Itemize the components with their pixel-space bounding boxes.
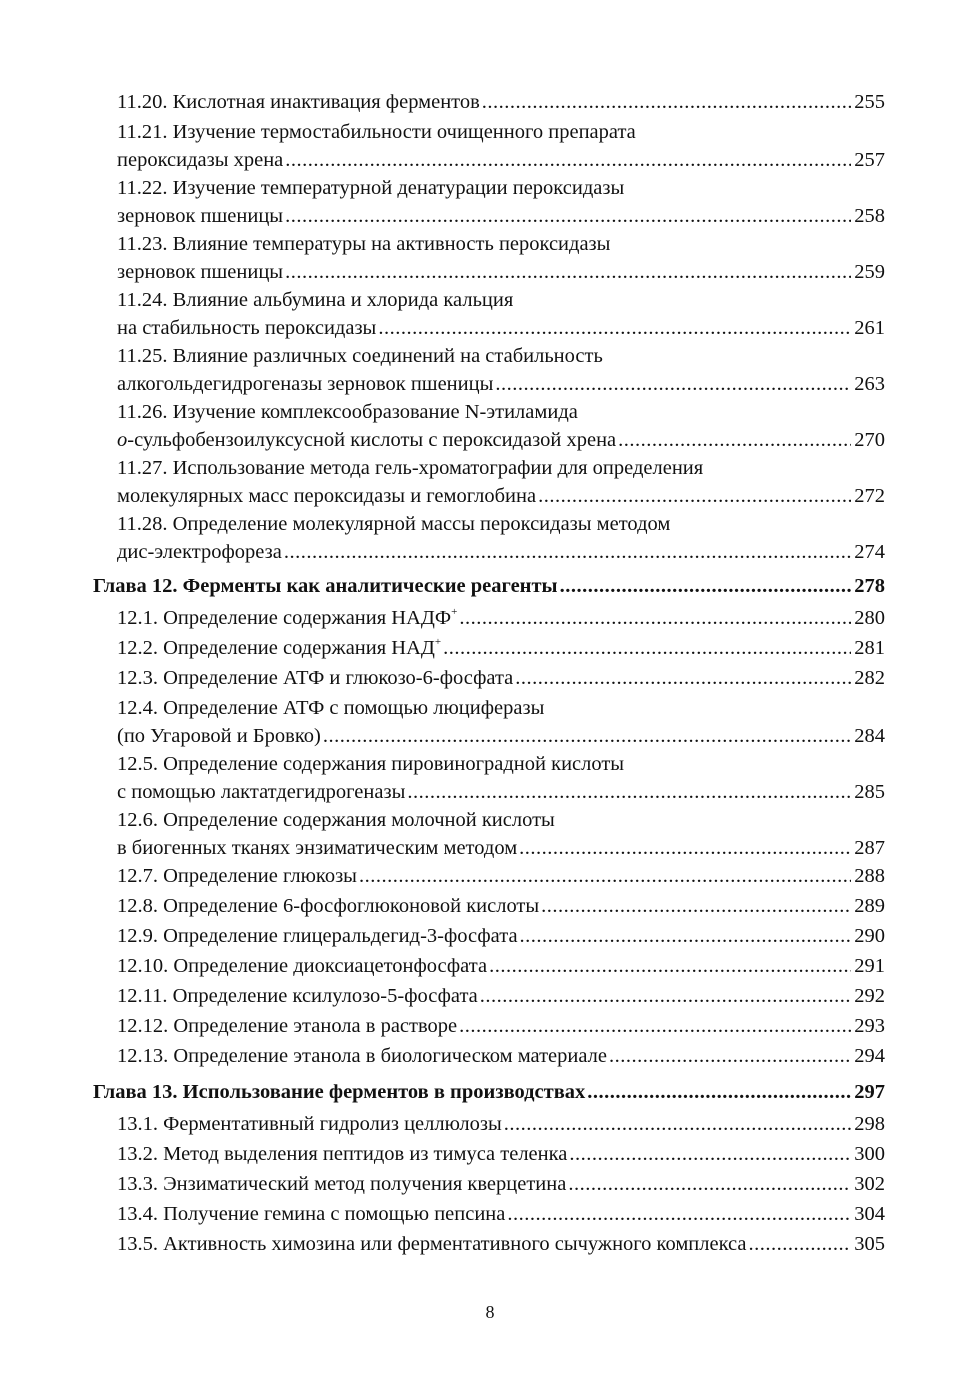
toc-page-number: 282	[854, 667, 885, 689]
toc-section-entry[interactable]	[117, 634, 885, 664]
toc-entry-title: зерновок пшеницы	[117, 205, 284, 227]
dot-leader	[520, 922, 852, 950]
page-number: 8	[485, 1302, 495, 1322]
toc-section-entry[interactable]	[117, 922, 885, 952]
toc-entry-title-line1: 11.23. Влияние температуры на активность пероксидазы	[117, 233, 611, 255]
toc-entry-title-line1: 12.5. Определение содержания пировиноградной кислоты	[117, 753, 625, 775]
toc-section-entry[interactable]	[117, 510, 885, 566]
toc-page-number: 305	[854, 1233, 885, 1255]
toc-page-number: 280	[854, 607, 885, 629]
toc-entry-title: 12.9. Определение глицеральдегид-3-фосфата	[117, 925, 518, 947]
toc-section-entry[interactable]	[117, 1170, 885, 1200]
toc-entry-title: Глава 13. Использование ферментов в производствах	[93, 1081, 586, 1103]
toc-page-number: 258	[854, 205, 885, 227]
toc-entry-line	[117, 482, 885, 510]
dot-leader	[560, 572, 852, 600]
toc-page-number: 281	[854, 637, 885, 659]
toc-entry-line	[117, 370, 885, 398]
toc-entry-title: в биогенных тканях энзиматическим методом	[117, 837, 518, 859]
toc-entry-title-line1: 11.26. Изучение комплексообразование N-этиламида	[117, 401, 578, 423]
toc-entry-title-line1: 11.28. Определение молекулярной массы пероксидазы методом	[117, 513, 671, 535]
toc-entry-title: 13.5. Активность химозина или ферментативного сычужного комплекса	[117, 1233, 747, 1255]
toc-entry-line	[117, 1200, 885, 1228]
toc-entry-line	[117, 778, 885, 806]
toc-entry-line	[117, 982, 885, 1010]
dot-leader	[749, 1230, 852, 1258]
toc-entry-line	[93, 572, 885, 600]
dot-leader	[538, 482, 851, 510]
toc-section-entry[interactable]	[117, 806, 885, 862]
toc-page-number: 291	[854, 955, 885, 977]
toc-section-entry[interactable]	[117, 342, 885, 398]
toc-entry-title: 12.12. Определение этанола в растворе	[117, 1015, 458, 1037]
table-of-contents	[0, 88, 980, 1260]
toc-page-number: 304	[854, 1203, 885, 1225]
toc-entry-title-line1: 11.24. Влияние альбумина и хлорида кальция	[117, 289, 514, 311]
toc-entry-line	[117, 88, 885, 116]
toc-page-number: 272	[854, 485, 885, 507]
toc-entry-title: 12.1. Определение содержания НАДФ+	[117, 606, 458, 629]
dot-leader	[489, 952, 851, 980]
toc-page-number: 274	[854, 541, 885, 563]
dot-leader	[285, 202, 851, 230]
toc-entry-title: 12.8. Определение 6-фосфоглюконовой кислоты	[117, 895, 540, 917]
toc-section-entry[interactable]	[117, 604, 885, 634]
toc-entry-line	[117, 1012, 885, 1040]
dot-leader	[323, 722, 851, 750]
toc-page-number: 259	[854, 261, 885, 283]
dot-leader	[495, 370, 851, 398]
toc-entry-line	[117, 862, 885, 890]
toc-page-number: 294	[854, 1045, 885, 1067]
dot-leader	[569, 1140, 851, 1168]
toc-entry-title: на стабильность пероксидазы	[117, 317, 377, 339]
dot-leader	[507, 1200, 851, 1228]
toc-entry-title: 12.10. Определение диоксиацетонфосфата	[117, 955, 488, 977]
toc-page-number: 263	[854, 373, 885, 395]
toc-entry-title: 11.20. Кислотная инактивация ферментов	[117, 91, 480, 113]
toc-page-number: 270	[854, 429, 885, 451]
toc-entry-line	[117, 634, 885, 662]
toc-entry-title: 12.7. Определение глюкозы	[117, 865, 357, 887]
toc-page-number: 278	[854, 575, 885, 597]
toc-entry-title-line1: 12.6. Определение содержания молочной кислоты	[117, 809, 555, 831]
dot-leader	[504, 1110, 851, 1138]
toc-entry-line	[117, 922, 885, 950]
toc-entry-line	[117, 538, 885, 566]
toc-section-entry[interactable]	[117, 664, 885, 694]
toc-section-entry[interactable]	[117, 892, 885, 922]
toc-section-entry[interactable]	[117, 952, 885, 982]
toc-entry-line	[117, 1140, 885, 1168]
toc-section-entry[interactable]	[117, 1140, 885, 1170]
toc-entry-title: 12.3. Определение АТФ и глюкозо-6-фосфата	[117, 667, 514, 689]
dot-leader	[285, 146, 851, 174]
toc-entry-title: 12.11. Определение ксилулозо-5-фосфата	[117, 985, 478, 1007]
toc-entry-title: о-сульфобензоилуксусной кислоты с пероксидазой хрена	[117, 429, 617, 451]
toc-entry-line	[117, 202, 885, 230]
dot-leader	[459, 1012, 851, 1040]
toc-entry-line	[117, 722, 885, 750]
toc-entry-title: зерновок пшеницы	[117, 261, 284, 283]
toc-entry-superscript: +	[451, 606, 458, 618]
toc-page-number: 293	[854, 1015, 885, 1037]
toc-entry-line	[93, 1078, 885, 1106]
dot-leader	[480, 982, 851, 1010]
dot-leader	[407, 778, 851, 806]
dot-leader	[482, 88, 851, 116]
dot-leader	[515, 664, 851, 692]
toc-entry-title: алкогольдегидрогеназы зерновок пшеницы	[117, 373, 494, 395]
toc-entry-superscript: +	[434, 636, 442, 648]
toc-entry-title: молекулярных масс пероксидазы и гемоглобина	[117, 485, 537, 507]
toc-entry-title-italic: о	[117, 429, 128, 451]
toc-section-entry[interactable]	[117, 1110, 885, 1140]
toc-section-entry[interactable]	[117, 750, 885, 806]
toc-entry-title-line1: 11.27. Использование метода гель-хроматографии для определения	[117, 457, 704, 479]
dot-leader	[568, 1170, 851, 1198]
toc-entry-line	[117, 892, 885, 920]
toc-entry-title: Глава 12. Ферменты как аналитические реагенты	[93, 575, 558, 597]
toc-page-number: 284	[854, 725, 885, 747]
toc-entry-title: пероксидазы хрена	[117, 149, 284, 171]
toc-entry-line	[117, 664, 885, 692]
toc-entry-title-line1: 11.22. Изучение температурной денатурации пероксидазы	[117, 177, 625, 199]
toc-entry-line	[117, 1170, 885, 1198]
toc-entry-title: 12.13. Определение этанола в биологическом материале	[117, 1045, 607, 1067]
toc-entry-line	[117, 146, 885, 174]
dot-leader	[618, 426, 851, 454]
dot-leader	[459, 604, 851, 632]
toc-section-entry[interactable]	[117, 230, 885, 286]
toc-page-number: 257	[854, 149, 885, 171]
toc-entry-line	[117, 314, 885, 342]
toc-section-entry[interactable]	[117, 862, 885, 892]
toc-entry-line	[117, 1110, 885, 1138]
toc-page-number: 261	[854, 317, 885, 339]
toc-entry-title: 12.2. Определение содержания НАД+	[117, 636, 442, 659]
toc-page-number: 289	[854, 895, 885, 917]
toc-section-entry[interactable]	[117, 1012, 885, 1042]
dot-leader	[285, 258, 851, 286]
toc-page-number: 287	[854, 837, 885, 859]
toc-page-number: 298	[854, 1113, 885, 1135]
toc-section-entry[interactable]	[117, 118, 885, 174]
dot-leader	[519, 834, 851, 862]
toc-entry-title: 13.4. Получение гемина с помощью пепсина	[117, 1203, 506, 1225]
toc-section-entry[interactable]	[117, 286, 885, 342]
toc-entry-title: дис-электрофореза	[117, 541, 282, 563]
toc-entry-title-line1: 11.21. Изучение термостабильности очищенного препарата	[117, 121, 636, 143]
toc-page-number: 288	[854, 865, 885, 887]
toc-page-number: 302	[854, 1173, 885, 1195]
toc-entry-line	[117, 834, 885, 862]
dot-leader	[587, 1078, 851, 1106]
toc-chapter-entry[interactable]	[93, 1078, 885, 1106]
toc-entry-title: 13.2. Метод выделения пептидов из тимуса теленка	[117, 1143, 568, 1165]
toc-section-entry[interactable]	[117, 694, 885, 750]
toc-entry-line	[117, 1042, 885, 1070]
toc-section-entry[interactable]	[117, 398, 885, 454]
toc-entry-line	[117, 604, 885, 632]
dot-leader	[359, 862, 851, 890]
dot-leader	[609, 1042, 851, 1070]
dot-leader	[541, 892, 851, 920]
toc-page-number: 292	[854, 985, 885, 1007]
toc-entry-title: 13.3. Энзиматический метод получения кверцетина	[117, 1173, 567, 1195]
toc-section-entry[interactable]	[117, 1042, 885, 1072]
toc-page-number: 255	[854, 91, 885, 113]
dot-leader	[443, 634, 851, 662]
toc-page-number: 285	[854, 781, 885, 803]
toc-entry-title: 13.1. Ферментативный гидролиз целлюлозы	[117, 1113, 502, 1135]
toc-entry-title-line1: 11.25. Влияние различных соединений на стабильность	[117, 345, 603, 367]
toc-page-number: 300	[854, 1143, 885, 1165]
toc-entry-title: с помощью лактатдегидрогеназы	[117, 781, 406, 803]
toc-section-entry[interactable]	[117, 174, 885, 230]
toc-section-entry[interactable]	[117, 454, 885, 510]
toc-entry-title-line1: 12.4. Определение АТФ с помощью люциферазы	[117, 697, 545, 719]
toc-section-entry[interactable]	[117, 88, 885, 118]
toc-section-entry[interactable]	[117, 1200, 885, 1230]
toc-entry-title: (по Угаровой и Бровко)	[117, 725, 321, 747]
toc-entry-line	[117, 426, 885, 454]
toc-entry-line	[117, 1230, 885, 1258]
toc-section-entry[interactable]	[117, 1230, 885, 1260]
toc-chapter-entry[interactable]	[93, 572, 885, 600]
toc-entry-line	[117, 258, 885, 286]
toc-page-number: 297	[854, 1081, 885, 1103]
toc-page-number: 290	[854, 925, 885, 947]
toc-entry-line	[117, 952, 885, 980]
dot-leader	[284, 538, 851, 566]
toc-section-entry[interactable]	[117, 982, 885, 1012]
dot-leader	[378, 314, 851, 342]
